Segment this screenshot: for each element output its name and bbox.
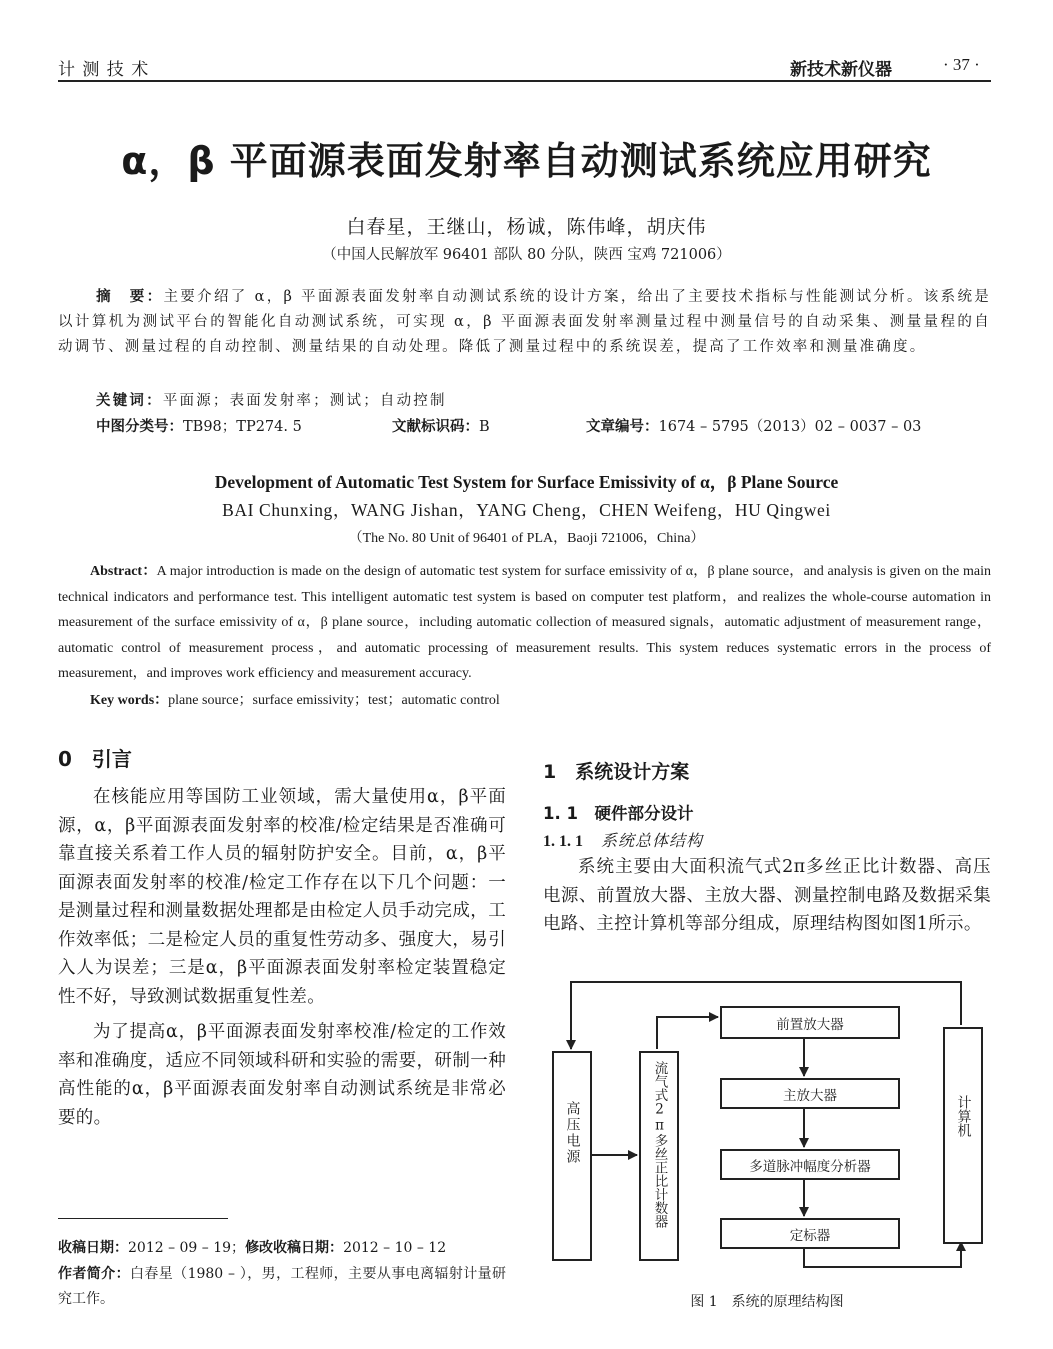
preamp-box [720, 1006, 900, 1039]
author-bio [58, 1262, 506, 1312]
abstract-cn-text: 主要介绍了 α，β 平面源表面发射率自动测试系统的设计方案，给出了主要技术指标与性能测试分析。该系统是以计算机为测试平台的智能化自动测试系统，可实现 α，β 平面源表面发射率测量过程中测量信号的自动采集、测量量程的自动调节、测量过程的自动控制、测量结果的自动处理。降低了测量过程中的系统误差，提高了工作效率和测量准确度。 [58, 289, 991, 355]
affiliation: （中国人民解放军 96401 部队 80 分队，陕西 宝鸡 721006） [322, 247, 731, 263]
running-header-journal: 新技术新仪器 [790, 60, 892, 80]
section-1-paragraph-1: 系统主要由大面积流气式2π多丝正比计数器、高压电源、前置放大器、主放大器、测量控制电路及数据采集电路、主控计算机等部分组成，原理结构图如图1所示。 [543, 857, 991, 934]
counter-box [639, 1051, 679, 1261]
doc-code-value: B [479, 419, 490, 435]
page-title: α，β 平面源表面发射率自动测试系统应用研究 [121, 139, 932, 183]
keywords-en-text: plane source；surface emissivity；test；automatic control [168, 693, 500, 708]
abstract-cn-label: 摘 要： [96, 289, 164, 305]
section-0-paragraph-1: 在核能应用等国防工业领域，需大量使用α，β平面源，α，β平面源表面发射率的校准/检定结果是否准确可靠直接关系着工作人员的辐射防护安全。目前，α，β平面源表面发射率的校准/检定工作存在以下几个问题：一是测量过程和测量数据处理都是由检定人员手动完成，工作效率低；二是检定人员的重复性劳动多、强度大，易引入人为误差；三是α，β平面源表面发射率检定装置稳定性不好，导致测试数据重复性差。 [58, 787, 506, 1007]
subsection-1-1-1-number: 1. 1. 1 [543, 833, 583, 850]
clc-value: TB98；TP274. 5 [183, 419, 302, 435]
subsection-1-1-heading: 1. 1 硬件部分设计 [543, 804, 694, 823]
abstract-en-text: A major introduction is made on the design of automatic test system for surface emissivity of α，β plane source，and analysis is given on the main technical indicators and performance test. This intelligent automatic test system is based on computer test platform，and realizes the whole-course automation in measurement of the surface emissivity of α，β plane source，including automatic collection of measured signals，automatic adjustment of measurement range，automatic control of measurement process，and automatic processing of measurement results. This system reduces systematic errors in the process of measurement，and improves work efficiency and measurement accuracy. [58, 564, 991, 682]
abstract-en [58, 559, 991, 687]
received-date: 2012 – 09 – 19； [128, 1240, 246, 1256]
revised-date: 2012 – 10 – 12 [343, 1240, 447, 1256]
clc-label: 中图分类号： [96, 419, 183, 435]
scaler-box [720, 1218, 900, 1249]
author-bio-label: 作者简介： [58, 1266, 130, 1282]
authors: 白春星，王继山，杨诚，陈伟峰，胡庆伟 [346, 216, 707, 238]
section-0-paragraph-2: 为了提高α，β平面源表面发射率校准/检定的工作效率和准确度，适应不同领域科研和实验的需要，研制一种高性能的α，β平面源表面发射率自动测试系统是非常必要的。 [58, 1022, 506, 1128]
keywords-cn-label: 关键词： [96, 393, 163, 409]
section-0-body [58, 783, 506, 1132]
header-rule [58, 80, 991, 82]
subsection-1-1-1-title: 系统总体结构 [601, 831, 704, 850]
author-bio-text: 白春星（1980 – ），男，工程师，主要从事电离辐射计量研究工作。 [58, 1266, 507, 1307]
english-affiliation: （The No. 80 Unit of 96401 of PLA，Baoji 721006，China） [348, 531, 705, 546]
keywords-cn [96, 389, 447, 410]
keywords-en [90, 689, 500, 709]
hv-power-supply-label: 高压电源 [564, 1101, 581, 1165]
page-number: · 37 · [943, 55, 980, 74]
english-title: Development of Automatic Test System for Surface Emissivity of α，β Plane Source [214, 472, 839, 492]
mca-box [720, 1149, 900, 1180]
received-label: 收稿日期： [58, 1240, 128, 1256]
abstract-cn [58, 285, 991, 360]
english-authors: BAI Chunxing，WANG Jishan，YANG Cheng，CHEN Weifeng，HU Qingwei [222, 500, 831, 520]
article-no-label: 文章编号： [586, 419, 659, 435]
subsection-1-1-1-heading [543, 828, 703, 851]
footnote-dates [58, 1237, 446, 1257]
classification-line [96, 415, 996, 436]
computer-box [943, 1027, 983, 1244]
section-1-heading: 1 系统设计方案 [543, 761, 690, 783]
figure-1-caption: 图 1 系统的原理结构图 [690, 1294, 844, 1310]
scaler-label: 定标器 [789, 1227, 831, 1244]
preamp-label: 前置放大器 [776, 1016, 844, 1033]
section-1-body [543, 853, 991, 939]
keywords-cn-text: 平面源；表面发射率；测试；自动控制 [162, 393, 447, 409]
running-header-section: 计 测 技 术 [58, 60, 150, 80]
counter-label: 流气式2π多丝正比计数器 [651, 1061, 668, 1228]
section-0-heading: 0 引言 [58, 747, 132, 771]
figure-1 [540, 975, 1000, 1285]
revised-label: 修改收稿日期： [245, 1240, 344, 1256]
mca-label: 多道脉冲幅度分析器 [749, 1158, 871, 1175]
doc-code-label: 文献标识码： [392, 419, 479, 435]
abstract-en-label: Abstract： [90, 564, 157, 579]
article-no-value: 1674 – 5795（2013）02 – 0037 – 03 [658, 419, 922, 435]
keywords-en-label: Key words： [90, 693, 169, 708]
main-amp-box [720, 1078, 900, 1109]
footnote-rule [58, 1218, 228, 1219]
hv-power-supply-box [552, 1051, 592, 1261]
main-amp-label: 主放大器 [783, 1087, 837, 1104]
computer-label: 计算机 [955, 1095, 972, 1137]
